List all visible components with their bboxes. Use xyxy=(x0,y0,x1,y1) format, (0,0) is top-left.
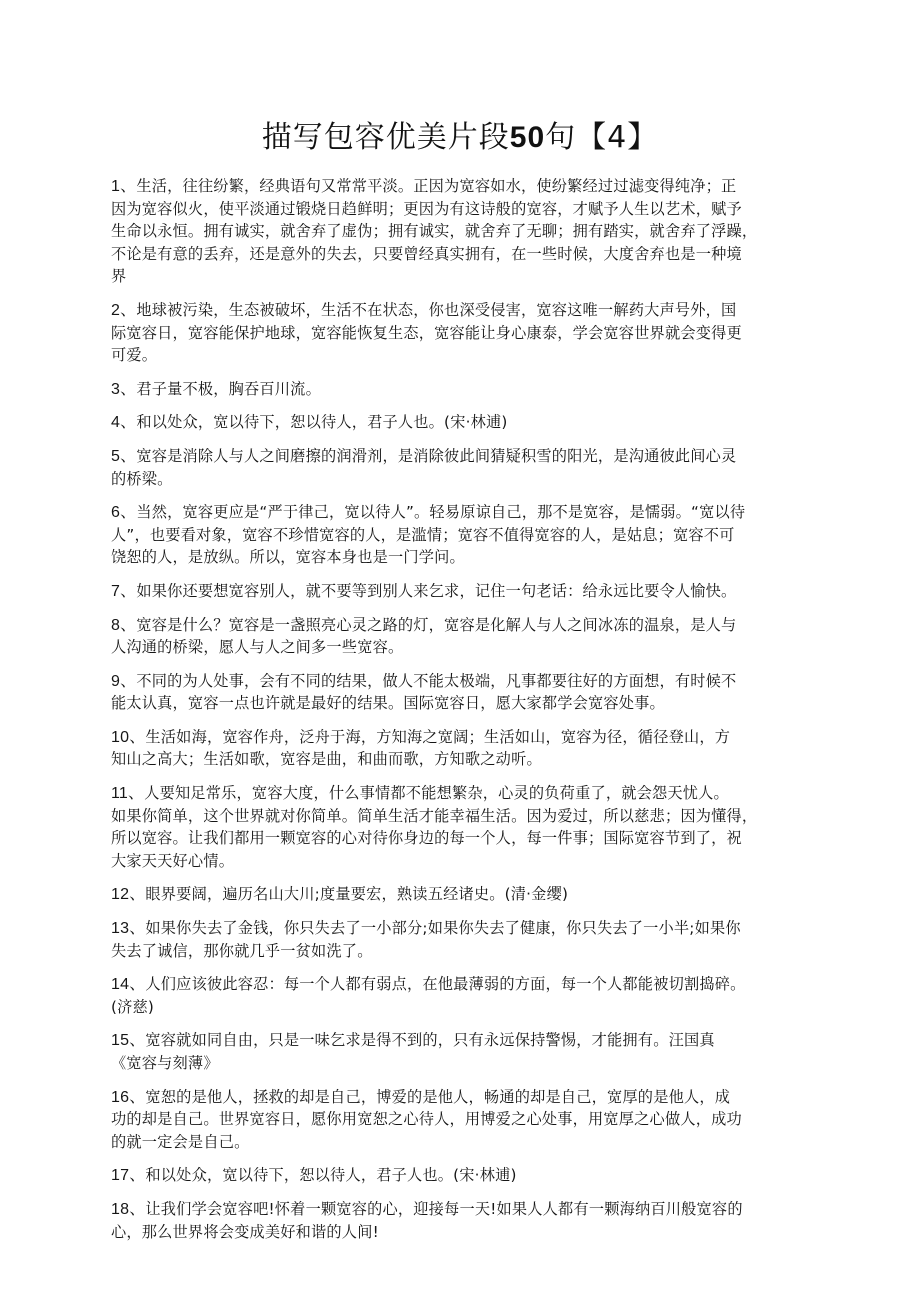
paragraph-index: 1、 xyxy=(111,178,137,195)
paragraph-line xyxy=(111,1086,823,1109)
title-prefix: 描写包容优美片段 xyxy=(261,120,510,156)
paragraph-item xyxy=(111,883,823,906)
paragraph-text: 眼界要阔，遍历名山大川;度量要宏，熟读五经诸史。(清·金缨) xyxy=(145,885,569,904)
paragraph-index: 7、 xyxy=(111,582,137,600)
paragraph-item xyxy=(111,1164,823,1187)
paragraph-text: 如果你失去了金钱，你只失去了一小部分;如果你失去了健康，你只失去了一小半;如果你 xyxy=(145,919,741,938)
paragraph-line xyxy=(111,636,823,659)
paragraph-line xyxy=(111,726,823,749)
paragraph-item xyxy=(111,299,823,367)
paragraph-line xyxy=(111,468,823,491)
paragraph-line xyxy=(111,670,823,693)
paragraph-text: 当然，宽容更应是“严于律己，宽以待人”。轻易原谅自己，那不是宽容，是懦弱。“宽以待 xyxy=(136,503,746,522)
paragraph-text: 人要知足常乐，宽容大度，什么事情都不能想繁杂，心灵的负荷重了，就会怨天忧人。 xyxy=(144,784,729,803)
paragraph-line xyxy=(111,175,823,198)
paragraph-text: 和以处众，宽以待下，恕以待人，君子人也。(宋·林逋) xyxy=(136,413,508,432)
paragraph-item xyxy=(111,501,823,569)
paragraph-line xyxy=(111,501,823,524)
paragraph-line xyxy=(111,996,823,1019)
paragraph-item xyxy=(111,445,823,490)
paragraph-text: 能太认真，宽容一点也许就是最好的结果。国际宽容日，愿大家都学会宽容处事。 xyxy=(111,694,665,713)
paragraph-text: 际宽容日，宽容能保护地球，宽容能恢复生态，宽容能让身心康泰，学会宽容世界就会变得更 xyxy=(111,323,742,342)
paragraph-item xyxy=(111,917,823,962)
paragraph-line xyxy=(111,1029,823,1052)
paragraph-index: 14、 xyxy=(111,976,146,994)
paragraph-index: 15、 xyxy=(111,1032,146,1050)
paragraph-text: 可爱。 xyxy=(111,346,158,365)
paragraph-index: 17、 xyxy=(111,1167,146,1185)
paragraph-line xyxy=(111,243,823,266)
paragraph-text: 所以宽容。让我们都用一颗宽容的心对待你身边的每一个人，每一件事；国际宽容节到了，祝 xyxy=(111,829,742,848)
paragraph-item xyxy=(111,1086,823,1154)
paragraph-line xyxy=(111,344,823,367)
paragraph-line xyxy=(111,546,823,569)
paragraph-line xyxy=(111,1198,823,1221)
paragraph-text: 人沟通的桥梁，愿人与人之间多一些宽容。 xyxy=(111,638,404,657)
paragraph-item xyxy=(111,726,823,771)
paragraph-line xyxy=(111,940,823,963)
paragraph-index: 16、 xyxy=(111,1088,146,1106)
paragraph-line xyxy=(111,1052,823,1075)
page-title xyxy=(0,118,920,158)
paragraph-text: 地球被污染，生态被破坏，生活不在状态，你也深受侵害，宽容这唯一解药大声号外，国 xyxy=(136,300,737,319)
paragraph-line xyxy=(111,411,823,434)
paragraph-line xyxy=(111,378,823,401)
paragraph-index: 18、 xyxy=(111,1200,146,1218)
paragraph-text: 心，那么世界将会变成美好和谐的人间! xyxy=(111,1222,379,1241)
paragraph-text: 知山之高大；生活如歌，宽容是曲，和曲而歌，方知歌之动听。 xyxy=(111,750,542,769)
paragraph-text: 的就一定会是自己。 xyxy=(111,1132,250,1151)
paragraph-line xyxy=(111,883,823,906)
paragraph-text: 宽容是消除人与人之间磨擦的润滑剂，是消除彼此间猜疑积雪的阳光，是沟通彼此间心灵 xyxy=(136,446,737,465)
paragraph-line xyxy=(111,973,823,996)
paragraph-line xyxy=(111,917,823,940)
paragraph-item xyxy=(111,973,823,1018)
paragraph-line xyxy=(111,220,823,243)
paragraph-item xyxy=(111,614,823,659)
paragraph-index: 8、 xyxy=(111,616,137,634)
paragraph-line xyxy=(111,1164,823,1187)
paragraph-text: 和以处众，宽以待下，恕以待人，君子人也。(宋·林逋) xyxy=(145,1166,517,1185)
paragraph-text: 界 xyxy=(111,267,127,286)
paragraph-index: 4、 xyxy=(111,414,137,432)
paragraph-text: 如果你还要想宽容别人，就不要等到别人来乞求，记住一句老话：给永远比要令人愉快。 xyxy=(136,581,737,600)
paragraph-text: (济慈) xyxy=(111,997,155,1016)
paragraph-text: 宽恕的是他人，拯救的却是自己，博爱的是他人，畅通的却是自己，宽厚的是他人，成 xyxy=(145,1087,731,1106)
paragraph-line xyxy=(111,614,823,637)
paragraph-text: 《宽容与刻薄》 xyxy=(111,1054,219,1072)
paragraph-index: 3、 xyxy=(111,380,137,398)
paragraph-item xyxy=(111,378,823,401)
paragraph-text: 大家天天好心情。 xyxy=(111,851,235,870)
paragraph-item xyxy=(111,580,823,603)
paragraph-index: 9、 xyxy=(111,672,137,690)
title-number: 50 xyxy=(509,121,546,155)
paragraph-text: 人们应该彼此容忍：每一个人都有弱点，在他最薄弱的方面，每一个人都能被切割捣碎。 xyxy=(145,975,746,994)
paragraph-line xyxy=(111,850,823,873)
paragraph-line xyxy=(111,322,823,345)
paragraph-text: 生活，往往纷繁，经典语句又常常平淡。正因为宽容如水，使纷繁经过过滤变得纯净；正 xyxy=(136,177,737,195)
paragraph-text: 失去了诚信，那你就几乎一贫如洗了。 xyxy=(111,941,373,960)
paragraph-text: 饶恕的人，是放纵。所以，宽容本身也是一门学问。 xyxy=(111,548,465,567)
paragraph-line xyxy=(111,1108,823,1131)
paragraph-line xyxy=(111,805,823,828)
paragraph-item xyxy=(111,175,823,288)
paragraph-line xyxy=(111,524,823,547)
paragraph-index: 10、 xyxy=(111,728,146,746)
paragraph-line xyxy=(111,1131,823,1154)
title-suffix: 句【4】 xyxy=(545,120,659,156)
paragraph-line xyxy=(111,782,823,805)
paragraph-item xyxy=(111,782,823,872)
paragraph-line xyxy=(111,580,823,603)
paragraph-line xyxy=(111,692,823,715)
paragraph-text: 如果你简单，这个世界就对你简单。简单生活才能幸福生活。因为爱过，所以慈悲；因为懂得， xyxy=(111,806,758,825)
paragraph-text: 君子量不极，胸吞百川流。 xyxy=(136,379,321,398)
paragraph-item xyxy=(111,1029,823,1074)
paragraph-index: 13、 xyxy=(111,920,146,938)
paragraph-item xyxy=(111,1198,823,1243)
paragraph-text: 不同的为人处事，会有不同的结果，做人不能太极端，凡事都要往好的方面想，有时候不 xyxy=(136,671,737,690)
paragraph-index: 11、 xyxy=(111,785,145,803)
paragraph-text: 不论是有意的丢弃，还是意外的失去，只要曾经真实拥有，在一些时候，大度舍弃也是一种境 xyxy=(111,244,742,263)
paragraph-line xyxy=(111,265,823,288)
paragraph-index: 6、 xyxy=(111,504,137,522)
paragraph-text: 生活如海，宽容作舟，泛舟于海，方知海之宽阔；生活如山，宽容为径，循径登山，方 xyxy=(145,727,731,746)
paragraph-line xyxy=(111,827,823,850)
paragraph-index: 2、 xyxy=(111,301,137,319)
paragraph-text: 让我们学会宽容吧!怀着一颗宽容的心，迎接每一天!如果人人都有一颗海纳百川般宽容的 xyxy=(145,1199,743,1218)
paragraph-line xyxy=(111,1221,823,1244)
paragraph-text: 人”，也要看对象，宽容不珍惜宽容的人，是滥情；宽容不值得宽容的人，是姑息；宽容不可 xyxy=(111,525,735,544)
paragraph-text: 生命以永恒。拥有诚实，就舍弃了虚伪；拥有诚实，就舍弃了无聊；拥有踏实，就舍弃了浮躁， xyxy=(111,222,758,241)
paragraph-text: 的桥梁。 xyxy=(111,469,173,488)
paragraph-line xyxy=(111,198,823,221)
paragraph-line xyxy=(111,748,823,771)
paragraph-text: 因为宽容似火，使平淡通过锻烧日趋鲜明；更因为有这诗般的宽容，才赋予人生以艺术，赋予 xyxy=(111,199,742,218)
document-body xyxy=(111,175,823,1254)
paragraph-item xyxy=(111,411,823,434)
paragraph-item xyxy=(111,670,823,715)
paragraph-text: 功的却是自己。世界宽容日，愿你用宽恕之心待人，用博爱之心处事，用宽厚之心做人，成功 xyxy=(111,1110,742,1129)
paragraph-index: 5、 xyxy=(111,447,137,465)
paragraph-text: 宽容是什么？宽容是一盏照亮心灵之路的灯，宽容是化解人与人之间冰冻的温泉，是人与 xyxy=(136,615,737,634)
paragraph-text: 宽容就如同自由，只是一味乞求是得不到的，只有永远保持警惕，才能拥有。汪国真 xyxy=(145,1031,715,1050)
paragraph-index: 12、 xyxy=(111,886,146,904)
paragraph-line xyxy=(111,445,823,468)
paragraph-line xyxy=(111,299,823,322)
